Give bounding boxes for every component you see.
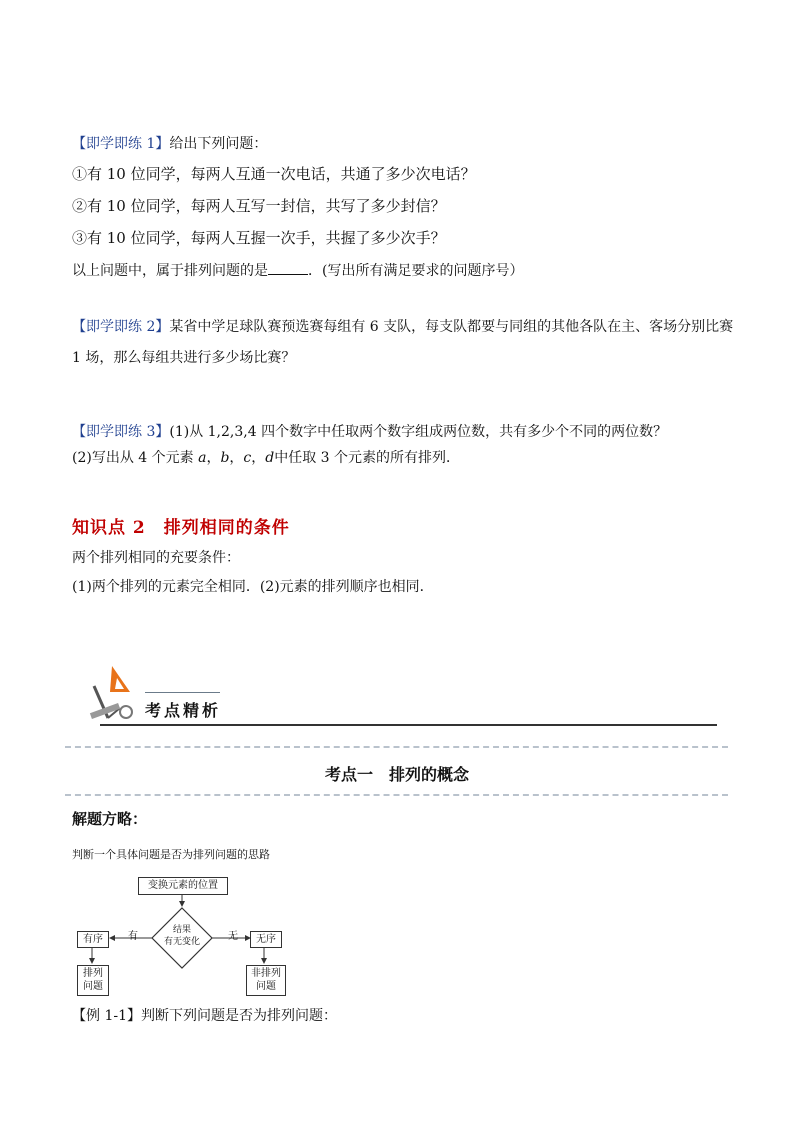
flow-step-swap-elements: 变换元素的位置 [138, 877, 228, 895]
flowchart [72, 870, 290, 1000]
example-tag: 【例 1-1】 [72, 1008, 141, 1024]
geometry-tools-logo-icon [86, 662, 146, 722]
practice-1-ask-before: 以上问题中，属于排列问题的是 [72, 263, 268, 279]
knowledge-point-2-heading: 知识点 2 排列相同的条件 [72, 518, 290, 538]
practice-3-line-1 [72, 423, 667, 441]
divider-top [65, 746, 728, 748]
practice-1-ask-after: ．(写出所有满足要求的问题序号） [308, 263, 524, 279]
var-a: a [198, 450, 207, 466]
practice-3-tag: 【即学即练 3】 [72, 424, 170, 440]
practice-3-line-2: (2)写出从 4 个元素 a，b，c，d中任取 3 个元素的所有排列． [72, 450, 461, 466]
flow-ordered: 有序 [77, 931, 109, 948]
flowchart-caption: 判断一个具体问题是否为排列问题的思路 [72, 848, 270, 861]
knowledge-point-2-line-1: 两个排列相同的充要条件： [72, 550, 240, 566]
flow-decision-line-1: 结果 [172, 925, 191, 935]
practice-1-item-2: ②有 10 位同学，每两人互写一封信，共写了多少封信？ [72, 197, 446, 215]
section-title: 考点一 排列的概念 [324, 765, 469, 784]
knowledge-point-2-line-2: (1)两个排列的元素完全相同．(2)元素的排列顺序也相同． [72, 579, 434, 595]
divider-bottom [65, 794, 728, 796]
practice-3-text-2a: (2)写出从 4 个元素 [72, 450, 199, 466]
example-1-1 [72, 1007, 337, 1025]
flow-edge-yes: 有 [128, 931, 138, 942]
practice-2-tag: 【即学即练 2】 [72, 319, 170, 335]
flow-edge-no: 无 [228, 931, 238, 942]
practice-1-header [72, 135, 267, 153]
flow-permutation-problem [77, 965, 109, 996]
flow-non-permutation-problem [246, 965, 286, 996]
banner-rule [100, 724, 717, 726]
example-text: 判断下列问题是否为排列问题： [141, 1008, 337, 1024]
banner-accent-line [145, 692, 220, 693]
practice-2-text-1: 某省中学足球队赛预选赛每组有 6 支队，每支队都要与同组的其他各队在主、客场分别比赛 [169, 319, 734, 335]
flow-permutation-line-2: 问题 [83, 981, 103, 992]
var-c: c [243, 450, 252, 466]
flow-unordered: 无序 [250, 931, 282, 948]
var-b: b [220, 450, 230, 466]
practice-1-intro: 给出下列问题： [169, 136, 268, 152]
practice-3-text-1: (1)从 1,2,3,4 四个数字中任取两个数字组成两位数，共有多少个不同的两位数？ [169, 424, 668, 440]
practice-1-item-3: ③有 10 位同学，每两人互握一次手，共握了多少次手？ [72, 229, 446, 247]
practice-1-question [72, 262, 523, 280]
practice-1-item-1: ①有 10 位同学，每两人互通一次电话，共通了多少次电话？ [72, 165, 476, 183]
practice-2-line-1 [72, 318, 733, 336]
practice-2-line-2: 1 场，那么每组共进行多少场比赛？ [72, 350, 296, 366]
practice-1-tag: 【即学即练 1】 [72, 136, 170, 152]
var-d: d [265, 450, 275, 466]
section-banner-title: 考点精析 [145, 701, 222, 720]
flow-decision [152, 924, 212, 948]
flow-non-permutation-line-1: 非排列 [251, 968, 281, 979]
solution-strategy-label: 解题方略： [72, 810, 148, 828]
practice-3-text-2b: 中任取 3 个元素的所有排列． [274, 450, 461, 466]
flow-permutation-line-1: 排列 [83, 968, 103, 979]
flow-non-permutation-line-2: 问题 [256, 981, 276, 992]
answer-blank [268, 262, 308, 275]
flow-decision-line-2: 有无变化 [163, 937, 200, 947]
